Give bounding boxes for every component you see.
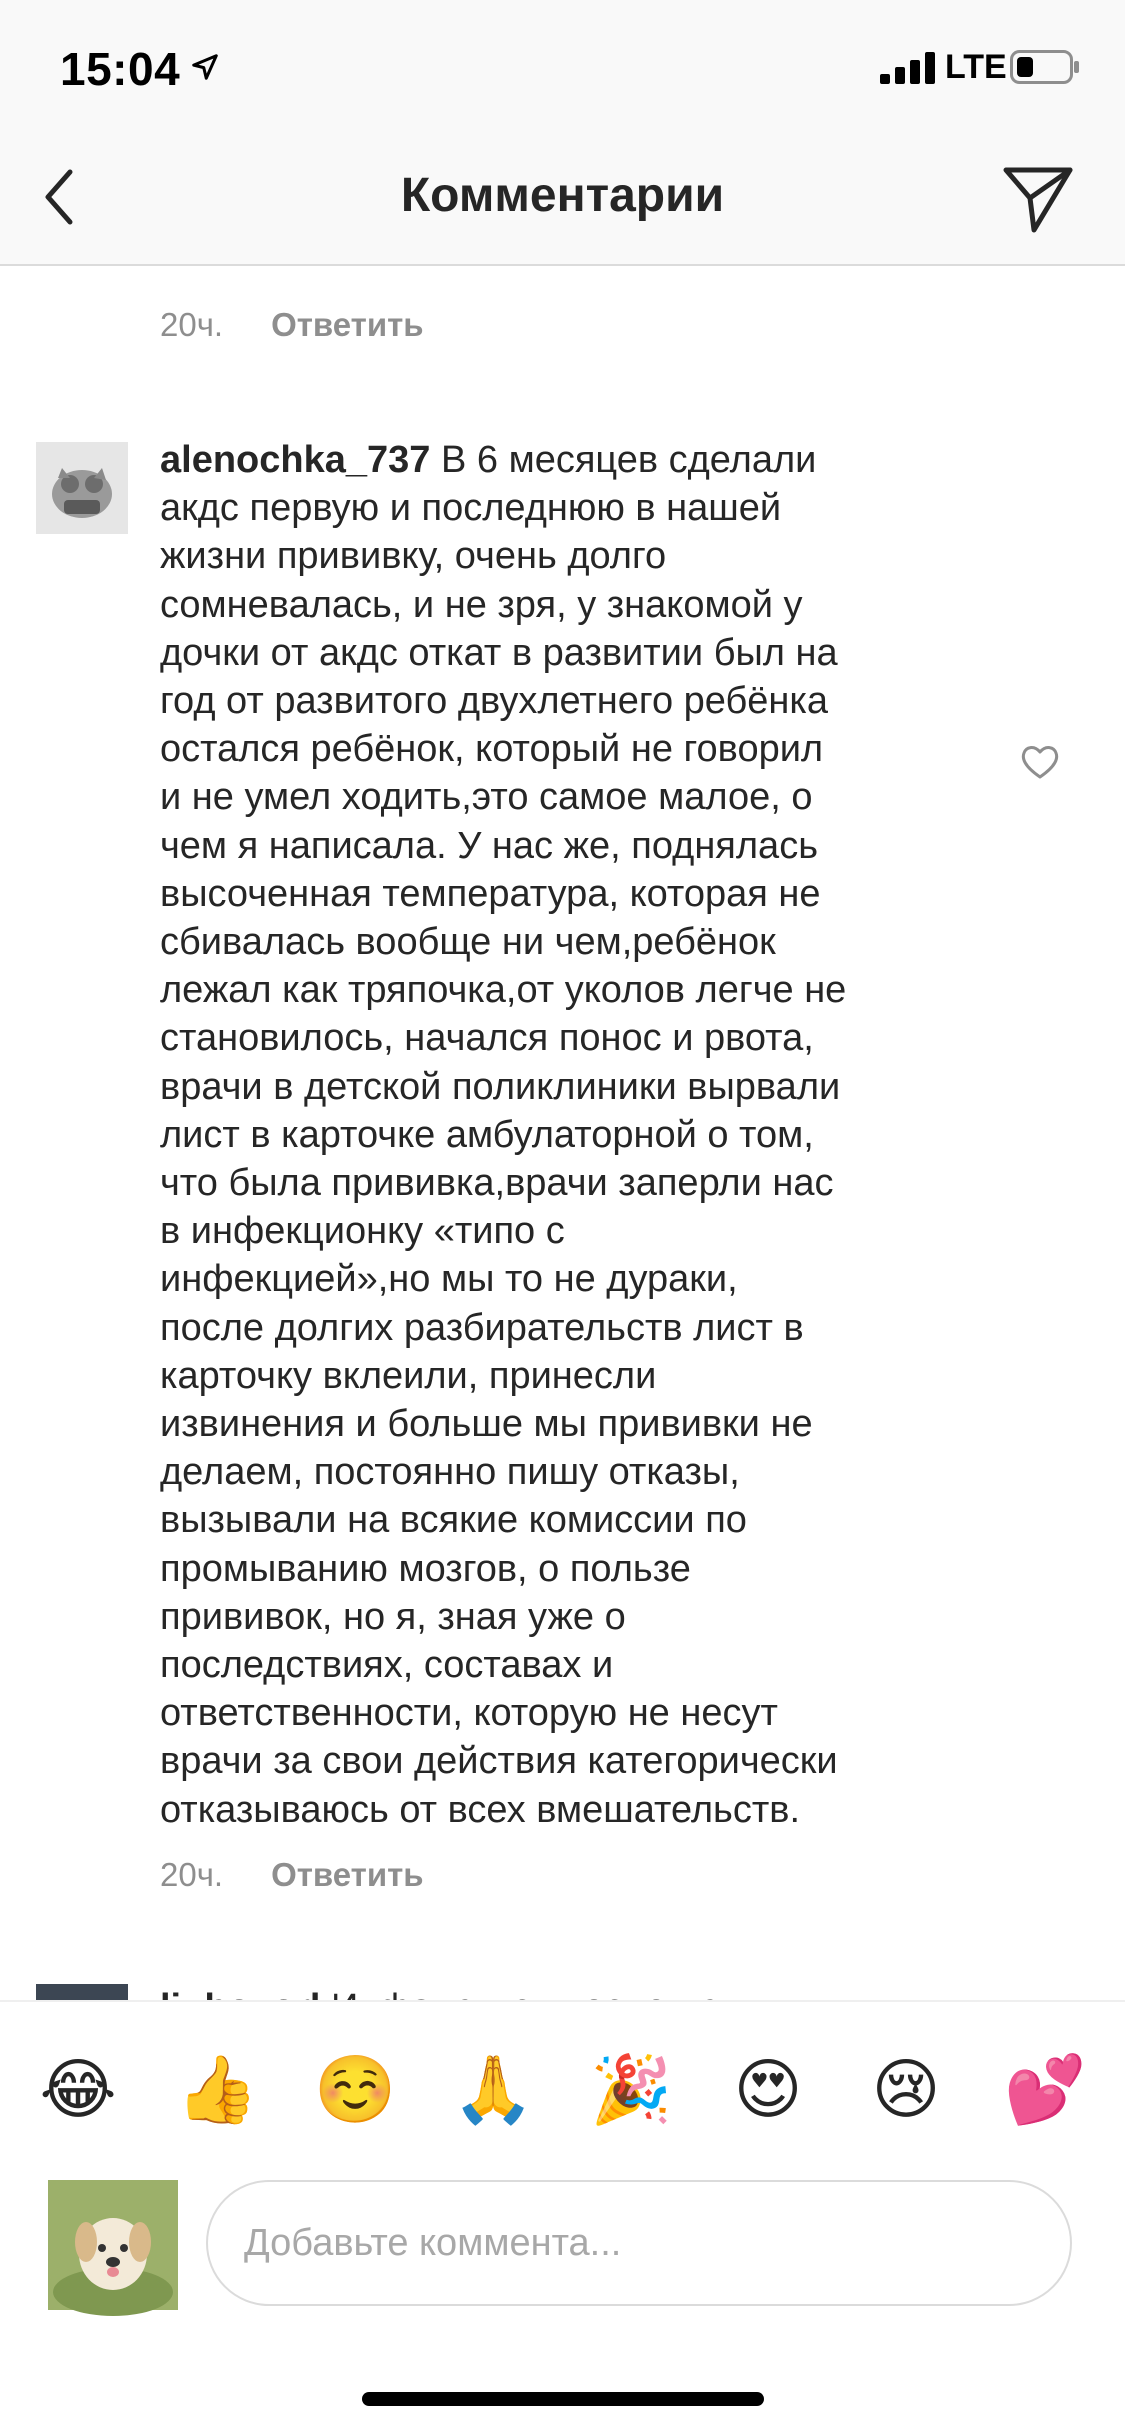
emoji-button[interactable]: 💕 — [1004, 2052, 1087, 2126]
signal-icon — [880, 52, 940, 84]
emoji-button[interactable]: 👍 — [176, 2052, 259, 2126]
location-arrow-icon — [190, 52, 220, 82]
comment-username[interactable]: alenochka_737 — [160, 439, 431, 481]
avatar[interactable] — [36, 442, 128, 534]
network-label: LTE — [945, 48, 1007, 86]
emoji-button[interactable]: ☺️ — [314, 2052, 397, 2126]
comment-composer — [0, 2170, 1125, 2350]
comment-input[interactable] — [206, 2180, 1072, 2306]
comments-list[interactable] — [0, 266, 1125, 2000]
heart-outline-icon[interactable] — [1020, 744, 1060, 780]
status-time: 15:04 — [60, 43, 181, 95]
paper-plane-icon[interactable] — [1000, 160, 1076, 236]
home-indicator[interactable] — [362, 2392, 764, 2406]
avatar[interactable] — [48, 2180, 178, 2310]
status-bar — [0, 0, 1125, 132]
comment-time: 20ч. — [160, 306, 224, 343]
reply-button[interactable]: Ответить — [271, 1856, 424, 1893]
reply-button[interactable]: Ответить — [271, 306, 424, 343]
comment-time: 20ч. — [160, 1856, 224, 1893]
nav-bar — [0, 132, 1125, 266]
comment-meta — [160, 1856, 424, 1894]
previous-comment-meta — [160, 306, 424, 344]
comment-body — [160, 436, 970, 1834]
emoji-button[interactable]: 😍 — [733, 2052, 803, 2126]
emoji-bar — [0, 2000, 1125, 2172]
emoji-button[interactable]: 😂 — [39, 2052, 117, 2126]
emoji-button[interactable]: 😢 — [871, 2052, 941, 2126]
page-title: Комментарии — [400, 169, 725, 222]
battery-icon — [1010, 50, 1080, 84]
emoji-button[interactable]: 🎉 — [590, 2052, 673, 2126]
comment-text: В 6 месяцев сделали акдс первую и последнюю в нашей жизни прививку, очень долго сомневалась, и не зря, у знакомой у дочки от акдс откат в развитии был на год от развитого двухлетнего ребёнка остался ребёнок, который не говорил и не умел ходить,это самое малое, о чем я написала. У нас же, поднялась высоченная температура, которая не сбивалась вообще ни чем,ребёнок лежал как тряпочка,от уколов легче не становилось, начался понос и рвота, врачи в детской поликлиники вырвали лист в карточке амбулаторной о том, что была прививка,врачи заперли нас в инфекционку «типо с инфекцией»,но мы то не дураки, после долгих разбирательств лист в карточку вклеили, принесли извинения и больше мы прививки не делаем, постоянно пишу отказы, вызывали на всякие комиссии по промыванию мозгов, о пользе прививок, но я, зная уже о последствиях, составах и ответственности, которую не несут врачи за свои действия категорически отказываюсь от всех вмешательств. — [160, 439, 847, 1831]
emoji-button[interactable]: 🙏 — [452, 2052, 535, 2126]
